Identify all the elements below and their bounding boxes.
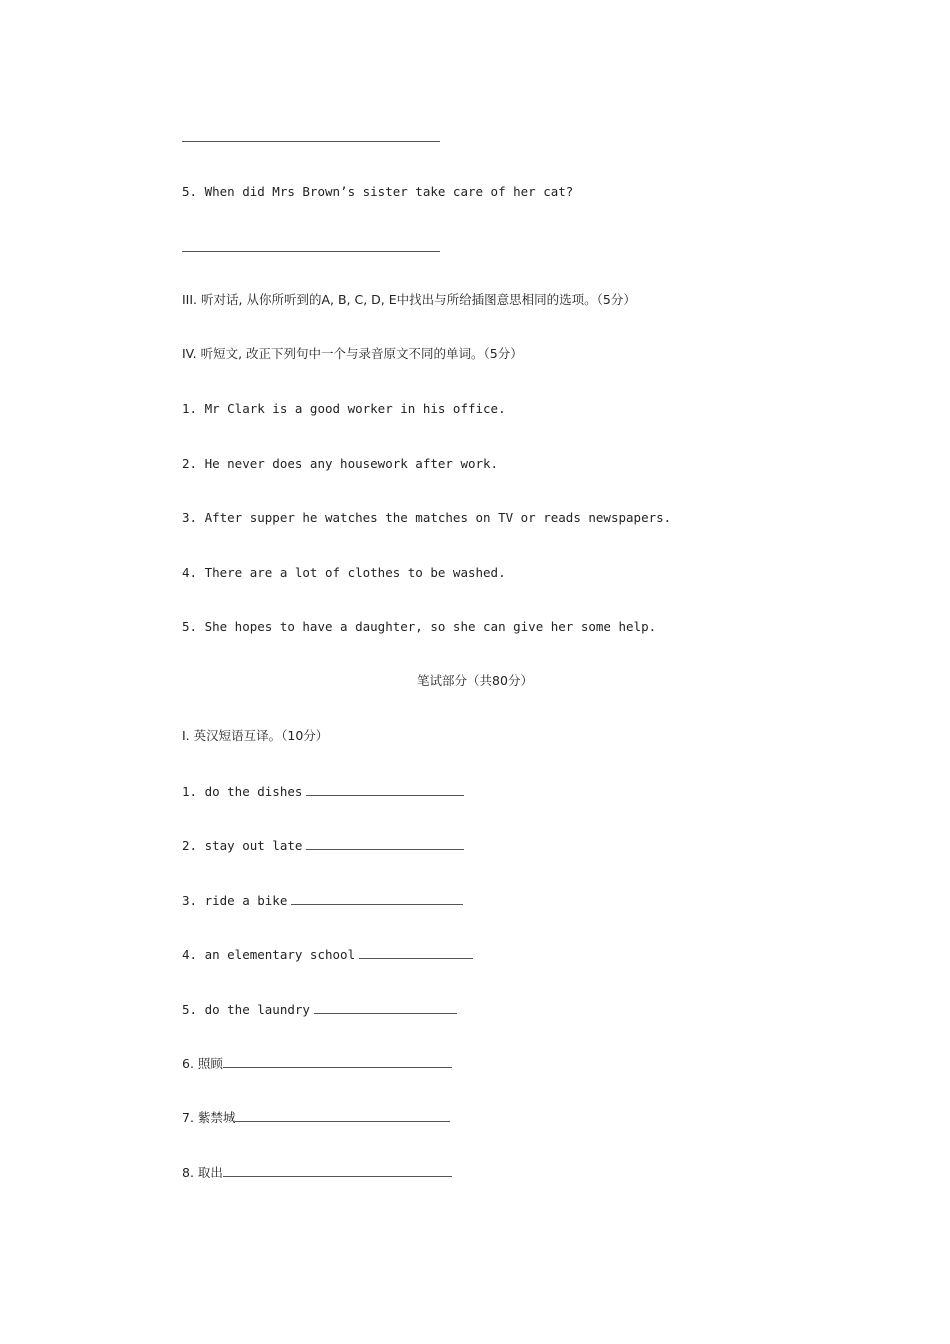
answer-blank[interactable]	[223, 1055, 452, 1068]
answer-line-4[interactable]	[182, 141, 440, 142]
phrase-item-8	[182, 1164, 452, 1181]
phrase-text: 1. do the dishes	[182, 784, 303, 799]
phrase-item-1	[182, 783, 464, 800]
phrase-text: 3. ride a bike	[182, 893, 288, 908]
answer-blank[interactable]	[306, 783, 464, 796]
sentence-2: 2. He never does any housework after work.	[182, 456, 499, 471]
answer-blank[interactable]	[306, 837, 464, 850]
phrase-item-4	[182, 946, 473, 963]
sentence-1: 1. Mr Clark is a good worker in his office.	[182, 401, 506, 416]
phrase-item-2	[182, 837, 464, 854]
sentence-5: 5. She hopes to have a daughter, so she can give her some help.	[182, 619, 657, 634]
answer-blank[interactable]	[314, 1001, 457, 1014]
answer-blank[interactable]	[235, 1109, 450, 1122]
phrase-text: 2. stay out late	[182, 838, 303, 853]
answer-blank[interactable]	[291, 892, 463, 905]
phrase-item-3	[182, 892, 463, 909]
answer-blank[interactable]	[223, 1164, 452, 1177]
phrase-text: 5. do the laundry	[182, 1002, 310, 1017]
answer-blank[interactable]	[359, 946, 473, 959]
phrase-text: 4. an elementary school	[182, 947, 356, 962]
section-iv-heading: IV. 听短文, 改正下列句中一个与录音原文不同的单词。（5分）	[182, 346, 523, 361]
answer-line-5[interactable]	[182, 251, 440, 252]
phrase-item-7	[182, 1109, 450, 1126]
phrase-text: 8. 取出	[182, 1165, 223, 1180]
phrase-text: 7. 紫禁城	[182, 1110, 236, 1125]
question-5: 5. When did Mrs Brown’s sister take care of her cat?	[182, 184, 574, 199]
phrase-item-6	[182, 1055, 452, 1072]
phrase-item-5	[182, 1001, 457, 1018]
written-part-title: 笔试部分（共80分）	[417, 673, 533, 688]
sentence-4: 4. There are a lot of clothes to be washed.	[182, 565, 506, 580]
section-i-heading: I. 英汉短语互译。（10分）	[182, 728, 329, 743]
sentence-3: 3. After supper he watches the matches on TV or reads newspapers.	[182, 510, 672, 525]
phrase-text: 6. 照顾	[182, 1056, 223, 1071]
section-iii-heading: III. 听对话, 从你所听到的A, B, C, D, E中找出与所给插图意思相同的选项。（5分）	[182, 292, 636, 307]
